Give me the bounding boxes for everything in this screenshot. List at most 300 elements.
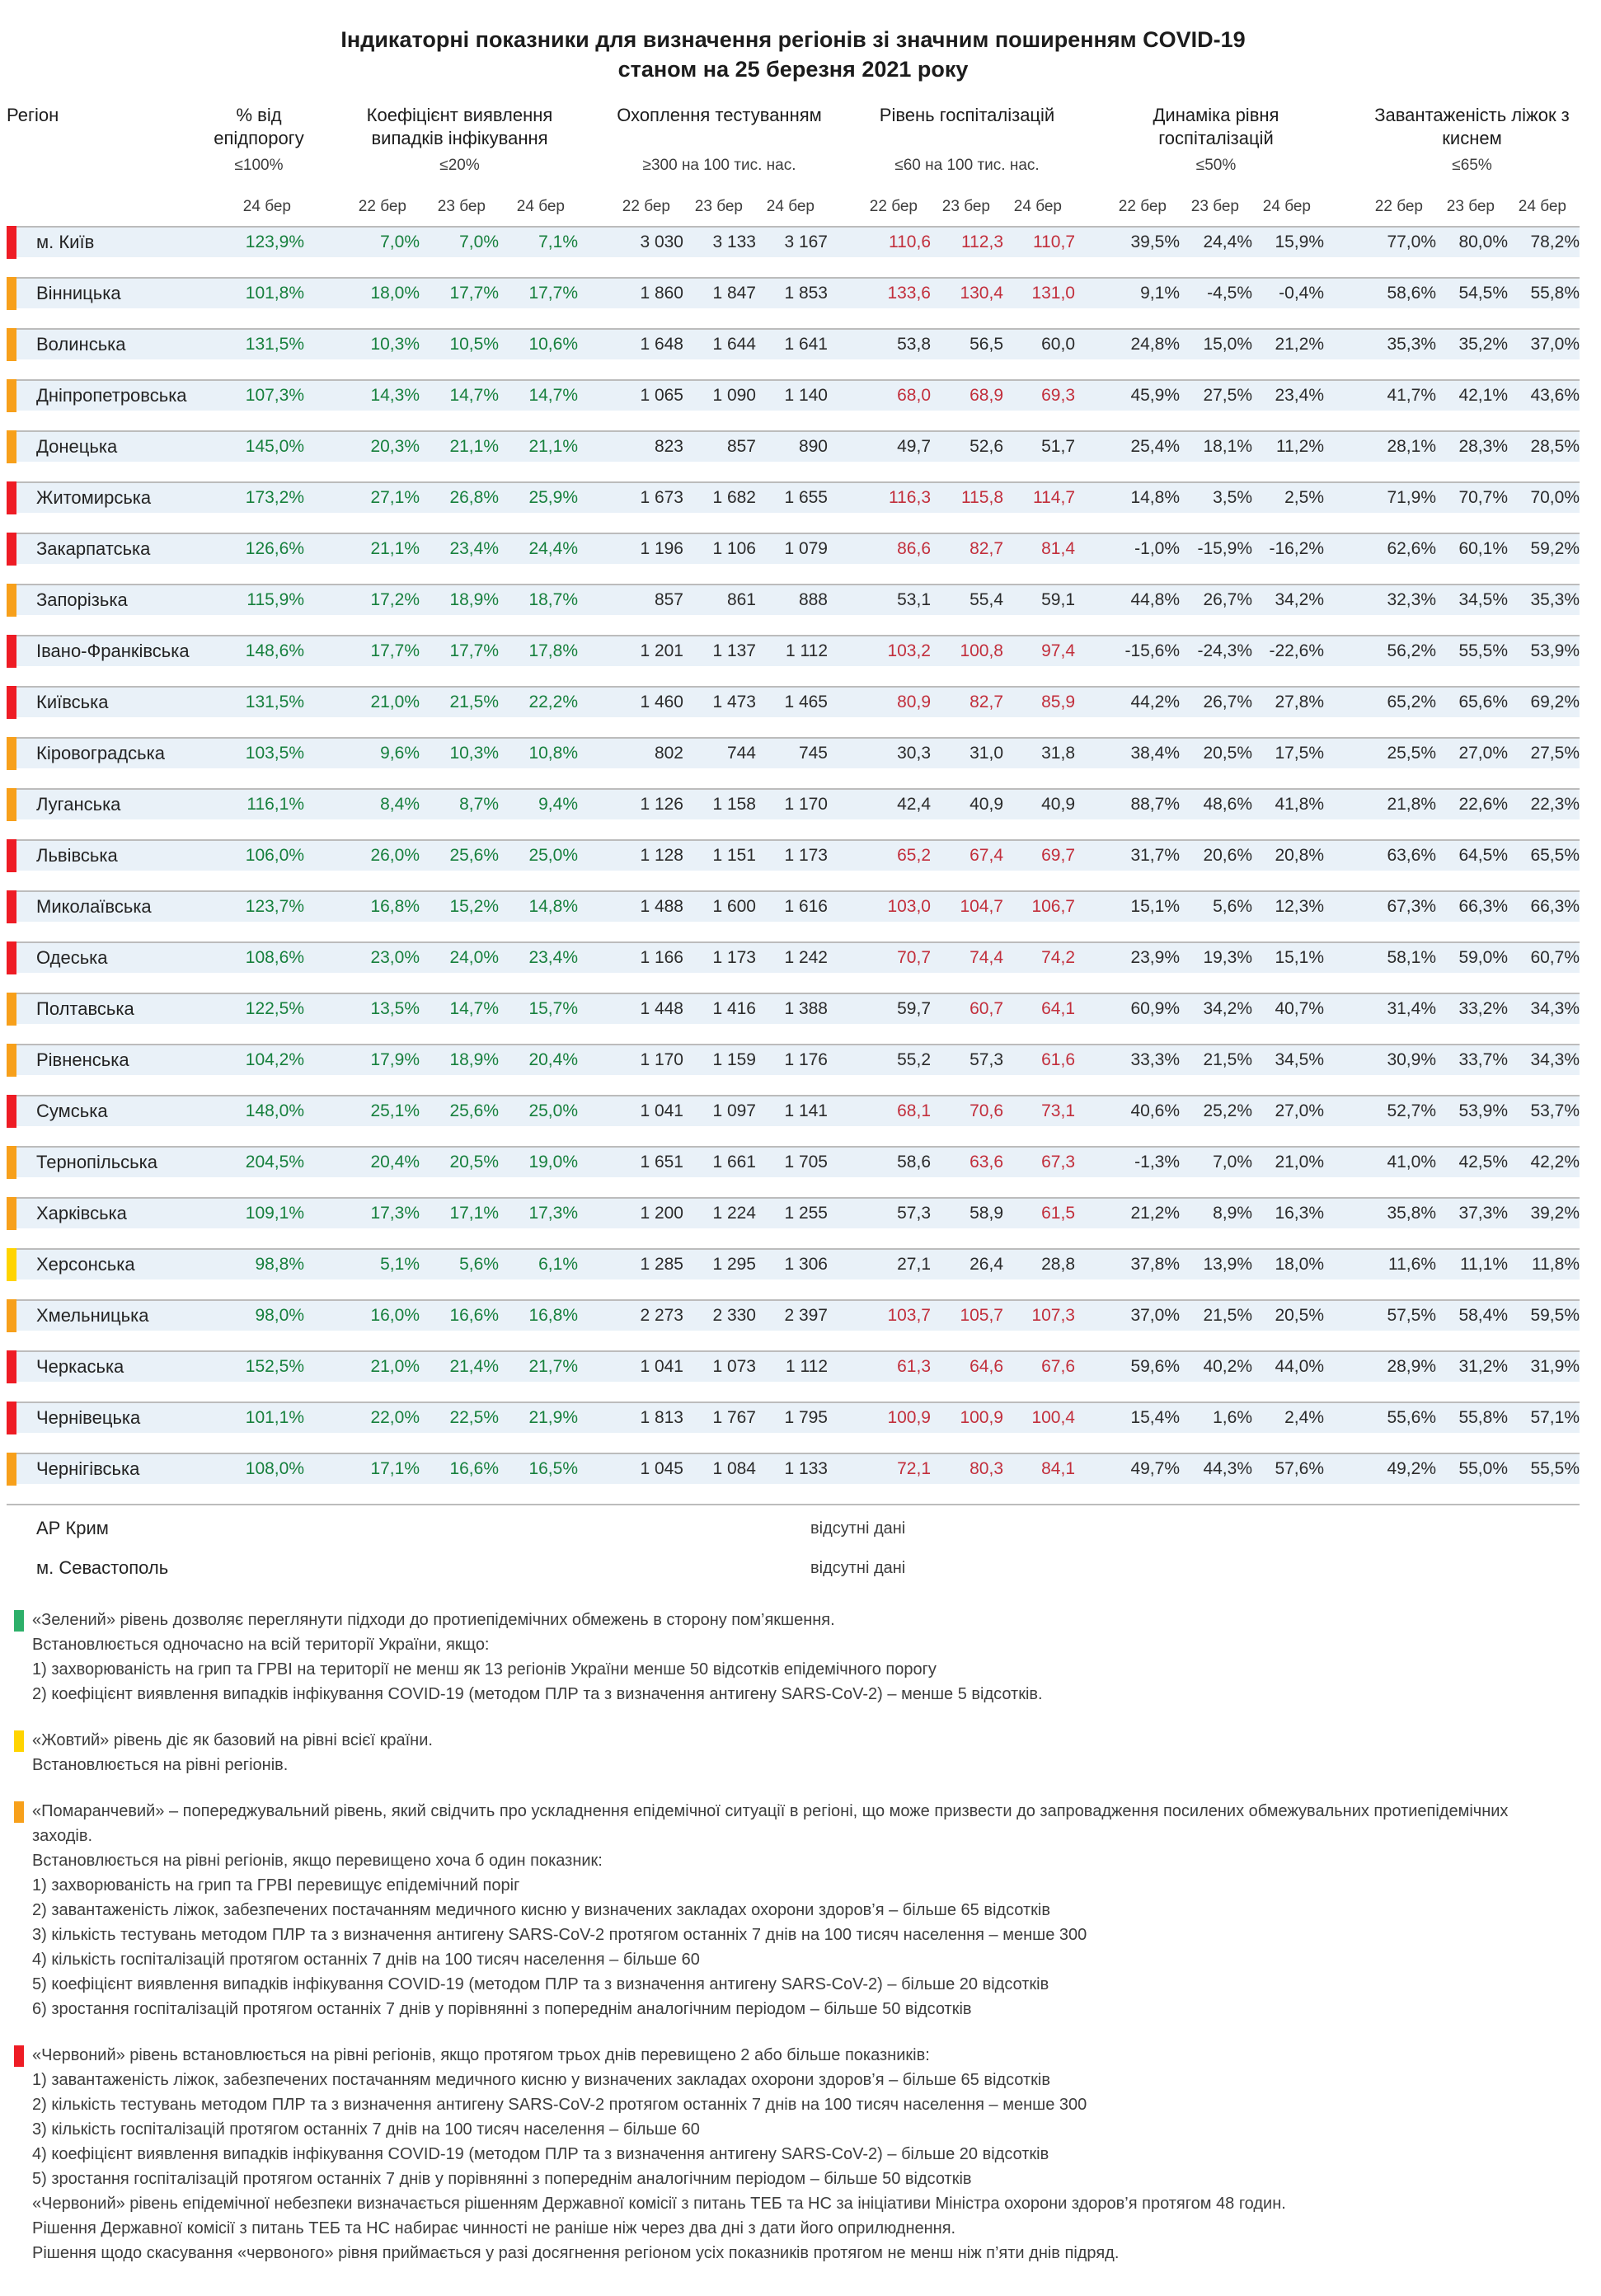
hospitalization-dynamics-cell: 60,9% xyxy=(1130,999,1180,1018)
hospitalization-level-cell: 58,9 xyxy=(970,1204,1003,1223)
oxygen-beds-cell: 77,0% xyxy=(1387,232,1436,251)
legend-line: 2) кількість тестувань методом ПЛР та з визначення антигену SARS-CoV-2 протягом останніх 7 днів на 100 тисяч населення – менше 300 xyxy=(32,2096,1087,2114)
testing-coverage-cell: 857 xyxy=(726,437,756,456)
threshold-beds: ≤65% xyxy=(1452,157,1492,174)
level-indicator-red xyxy=(7,635,16,668)
legend-line: 2) коефіцієнт виявлення випадків інфікування COVID-19 (методом ПЛР та з визначення антигену SARS-CoV-2) – менше 5 відсотків. xyxy=(32,1685,1043,1703)
testing-coverage-cell: 1 170 xyxy=(784,795,828,814)
hospitalization-level-cell: 61,5 xyxy=(1041,1204,1075,1223)
legend-text-red xyxy=(32,2043,1286,2265)
hospitalization-dynamics-cell: -1,3% xyxy=(1134,1153,1180,1171)
hospitalization-level-cell: 85,9 xyxy=(1041,693,1075,711)
oxygen-beds-cell: 33,2% xyxy=(1458,999,1508,1018)
hospitalization-dynamics-cell: 38,4% xyxy=(1130,744,1180,763)
hospitalization-level-cell: 49,7 xyxy=(897,437,931,456)
hospitalization-dynamics-cell: 26,7% xyxy=(1203,590,1252,609)
detection-coefficient-cell: 14,7% xyxy=(449,386,499,405)
oxygen-beds-cell: 55,8% xyxy=(1458,1408,1508,1427)
detection-coefficient-cell: 25,0% xyxy=(528,1101,578,1120)
oxygen-beds-cell: 28,9% xyxy=(1387,1357,1436,1376)
hospitalization-level-cell: 55,4 xyxy=(970,590,1003,609)
testing-coverage-cell: 1 140 xyxy=(784,386,828,405)
oxygen-beds-cell: 35,3% xyxy=(1387,335,1436,354)
detection-coefficient-cell: 9,6% xyxy=(380,744,420,763)
date-label: 22 бер xyxy=(1118,198,1167,215)
testing-coverage-cell: 3 167 xyxy=(784,232,828,251)
testing-coverage-cell: 1 201 xyxy=(640,641,683,660)
legend-line: «Жовтий» рівень діє як базовий на рівні всієї країни. xyxy=(32,1731,433,1749)
testing-coverage-cell: 1 673 xyxy=(640,488,683,507)
oxygen-beds-cell: 39,2% xyxy=(1530,1204,1580,1223)
detection-coefficient-cell: 10,3% xyxy=(370,335,420,354)
detection-coefficient-cell: 27,1% xyxy=(370,488,420,507)
epid-percent-cell: 109,1% xyxy=(245,1204,304,1223)
testing-coverage-cell: 1 176 xyxy=(784,1050,828,1069)
table-row xyxy=(7,890,1580,922)
table-row xyxy=(7,993,1580,1024)
oxygen-beds-cell: 34,5% xyxy=(1458,590,1508,609)
region-name: Одеська xyxy=(36,947,108,968)
testing-coverage-cell: 1 705 xyxy=(784,1153,828,1171)
epid-percent-cell: 204,5% xyxy=(245,1153,304,1171)
hospitalization-dynamics-cell: 23,4% xyxy=(1275,386,1324,405)
detection-coefficient-cell: 13,5% xyxy=(370,999,420,1018)
epid-percent-cell: 148,6% xyxy=(245,641,304,660)
hospitalization-dynamics-cell: 15,4% xyxy=(1130,1408,1180,1427)
testing-coverage-cell: 888 xyxy=(798,590,828,609)
region-name: Кіровоградська xyxy=(36,743,165,763)
table-row xyxy=(7,1044,1580,1075)
epid-percent-cell: 173,2% xyxy=(245,488,304,507)
table-row xyxy=(7,1453,1580,1484)
legend-line: Встановлюється на рівні регіонів. xyxy=(32,1756,289,1774)
epid-percent-cell: 98,0% xyxy=(255,1306,304,1325)
oxygen-beds-cell: 65,6% xyxy=(1458,693,1508,711)
column-header-hospitalization-dynamics: Динаміка рівня госпіталізацій xyxy=(1153,105,1279,148)
detection-coefficient-cell: 14,7% xyxy=(449,999,499,1018)
hospitalization-level-cell: 110,7 xyxy=(1033,232,1075,251)
oxygen-beds-cell: 55,6% xyxy=(1387,1408,1436,1427)
hospitalization-dynamics-cell: 9,1% xyxy=(1140,284,1180,303)
oxygen-beds-cell: 43,6% xyxy=(1530,386,1580,405)
page-title-line1: Індикаторні показники для визначення регіонів зі значним поширенням COVID-19 xyxy=(340,27,1246,52)
testing-coverage-cell: 1 853 xyxy=(784,284,828,303)
level-indicator-red xyxy=(7,686,16,719)
hospitalization-level-cell: 63,6 xyxy=(970,1153,1003,1171)
oxygen-beds-cell: 57,5% xyxy=(1387,1306,1436,1325)
oxygen-beds-cell: 42,2% xyxy=(1530,1153,1580,1171)
hospitalization-dynamics-cell: 41,8% xyxy=(1275,795,1324,814)
oxygen-beds-cell: 21,8% xyxy=(1387,795,1436,814)
detection-coefficient-cell: 17,3% xyxy=(528,1204,578,1223)
oxygen-beds-cell: 28,3% xyxy=(1458,437,1508,456)
detection-coefficient-cell: 17,3% xyxy=(370,1204,420,1223)
hospitalization-dynamics-cell: 20,8% xyxy=(1275,846,1324,865)
hospitalization-dynamics-cell: 34,2% xyxy=(1275,590,1324,609)
threshold-testing: ≥300 на 100 тис. нас. xyxy=(642,157,796,174)
hospitalization-dynamics-cell: 16,3% xyxy=(1275,1204,1324,1223)
epid-percent-cell: 123,7% xyxy=(245,897,304,916)
oxygen-beds-cell: 55,5% xyxy=(1458,641,1508,660)
hospitalization-level-cell: 60,7 xyxy=(970,999,1003,1018)
testing-coverage-cell: 1 141 xyxy=(784,1101,828,1120)
region-name: Хмельницька xyxy=(36,1305,149,1326)
date-label: 24 бер xyxy=(1262,198,1311,215)
testing-coverage-cell: 1 090 xyxy=(712,386,756,405)
detection-coefficient-cell: 22,5% xyxy=(449,1408,499,1427)
hospitalization-level-cell: 103,0 xyxy=(887,897,931,916)
level-indicator-red xyxy=(7,533,16,566)
oxygen-beds-cell: 11,8% xyxy=(1532,1255,1580,1274)
legend-red-square-icon xyxy=(14,2045,24,2067)
testing-coverage-cell: 1 097 xyxy=(712,1101,756,1120)
no-data-section xyxy=(7,1512,1580,1585)
testing-coverage-cell: 2 273 xyxy=(640,1306,683,1325)
hospitalization-dynamics-cell: 37,0% xyxy=(1130,1306,1180,1325)
testing-coverage-cell: 1 200 xyxy=(640,1204,683,1223)
table-row xyxy=(7,1248,1580,1279)
epid-percent-cell: 116,1% xyxy=(246,795,304,814)
hospitalization-level-cell: 82,7 xyxy=(970,539,1003,558)
legend-line: 1) захворюваність на грип та ГРВІ перевищує епідемічний поріг xyxy=(32,1876,520,1895)
testing-coverage-cell: 1 073 xyxy=(712,1357,756,1376)
hospitalization-dynamics-cell: 15,9% xyxy=(1275,232,1324,251)
detection-coefficient-cell: 16,0% xyxy=(370,1306,420,1325)
legend-line: 1) захворюваність на грип та ГРВІ на території не менш як 13 регіонів України менше 50 відсотків епідемічного порогу xyxy=(32,1660,937,1679)
legend-line: «Помаранчевий» – попереджувальний рівень, який свідчить про ускладнення епідемічної ситуації в регіоні, що може призвести до запровадження посилених обмежувальних протиепідемічних заходів. xyxy=(32,1802,1509,1845)
legend-line: 1) завантаженість ліжок, забезпечених постачанням медичного кисню у визначених закладах охорони здоров’я – більше 65 відсотків xyxy=(32,2071,1050,2089)
region-name: Полтавська xyxy=(36,998,134,1019)
table-row xyxy=(7,1095,1580,1126)
legend xyxy=(7,1608,1580,2265)
hospitalization-level-cell: 97,4 xyxy=(1041,641,1075,660)
detection-coefficient-cell: 20,3% xyxy=(370,437,420,456)
hospitalization-level-cell: 57,3 xyxy=(970,1050,1003,1069)
hospitalization-level-cell: 114,7 xyxy=(1033,488,1075,507)
testing-coverage-cell: 2 330 xyxy=(712,1306,756,1325)
detection-coefficient-cell: 21,7% xyxy=(528,1357,578,1376)
hospitalization-dynamics-cell: 19,3% xyxy=(1203,948,1252,967)
oxygen-beds-cell: 78,2% xyxy=(1530,232,1580,251)
oxygen-beds-cell: 30,9% xyxy=(1387,1050,1436,1069)
legend-line: 3) кількість тестувань методом ПЛР та з визначення антигену SARS-CoV-2 протягом останніх 7 днів на 100 тисяч населення – менше 300 xyxy=(32,1926,1087,1944)
region-name: Київська xyxy=(36,692,109,712)
detection-coefficient-cell: 14,7% xyxy=(528,386,578,405)
hospitalization-level-cell: 104,7 xyxy=(960,897,1003,916)
testing-coverage-cell: 1 306 xyxy=(784,1255,828,1274)
table-row xyxy=(7,1197,1580,1228)
hospitalization-level-cell: 112,3 xyxy=(961,232,1003,251)
detection-coefficient-cell: 10,3% xyxy=(449,744,499,763)
testing-coverage-cell: 2 397 xyxy=(784,1306,828,1325)
oxygen-beds-cell: 11,6% xyxy=(1388,1255,1436,1274)
table-row xyxy=(7,1146,1580,1177)
hospitalization-level-cell: 27,1 xyxy=(897,1255,931,1274)
oxygen-beds-cell: 42,1% xyxy=(1458,386,1508,405)
hospitalization-dynamics-cell: 21,5% xyxy=(1203,1050,1252,1069)
level-indicator-red xyxy=(7,890,16,923)
region-name: Дніпропетровська xyxy=(36,385,187,406)
detection-coefficient-cell: 23,4% xyxy=(449,539,499,558)
detection-coefficient-cell: 16,5% xyxy=(528,1459,578,1478)
date-label: 23 бер xyxy=(694,198,743,215)
date-label: 22 бер xyxy=(1374,198,1423,215)
hospitalization-level-cell: 74,2 xyxy=(1041,948,1075,967)
hospitalization-dynamics-cell: 20,5% xyxy=(1275,1306,1324,1325)
date-label: 23 бер xyxy=(941,198,990,215)
table-row xyxy=(7,328,1580,359)
hospitalization-dynamics-cell: 1,6% xyxy=(1213,1408,1252,1427)
detection-coefficient-cell: 16,6% xyxy=(449,1459,499,1478)
epid-percent-cell: 145,0% xyxy=(245,437,304,456)
oxygen-beds-cell: 49,2% xyxy=(1387,1459,1436,1478)
table-row xyxy=(7,226,1580,257)
testing-coverage-cell: 1 242 xyxy=(784,948,828,967)
hospitalization-level-cell: 28,8 xyxy=(1041,1255,1075,1274)
legend-line: 5) зростання госпіталізацій протягом останніх 7 днів у порівнянні з попереднім аналогічним періодом – більше 50 відсотків xyxy=(32,2170,972,2188)
legend-line: 5) коефіцієнт виявлення випадків інфікування COVID-19 (методом ПЛР та з визначення антигену SARS-CoV-2) – більше 20 відсотків xyxy=(32,1975,1049,1993)
legend-group-yellow xyxy=(7,1728,1580,1777)
date-label: 24 бер xyxy=(242,198,291,215)
testing-coverage-cell: 1 041 xyxy=(640,1357,683,1376)
region-name: Запорізька xyxy=(36,589,128,610)
detection-coefficient-cell: 9,4% xyxy=(538,795,578,814)
oxygen-beds-cell: 60,1% xyxy=(1458,539,1508,558)
epid-percent-cell: 152,5% xyxy=(245,1357,304,1376)
table-row xyxy=(7,788,1580,819)
epid-percent-cell: 104,2% xyxy=(245,1050,304,1069)
hospitalization-dynamics-cell: 39,5% xyxy=(1130,232,1180,251)
testing-coverage-cell: 1 112 xyxy=(786,641,828,660)
hospitalization-level-cell: 130,4 xyxy=(960,284,1003,303)
oxygen-beds-cell: 34,3% xyxy=(1530,999,1580,1018)
testing-coverage-cell: 861 xyxy=(726,590,756,609)
detection-coefficient-cell: 21,0% xyxy=(370,693,420,711)
hospitalization-dynamics-cell: 12,3% xyxy=(1275,897,1324,916)
testing-coverage-cell: 1 767 xyxy=(712,1408,756,1427)
region-name: Волинська xyxy=(36,334,126,354)
hospitalization-level-cell: 100,8 xyxy=(960,641,1003,660)
oxygen-beds-cell: 35,3% xyxy=(1530,590,1580,609)
hospitalization-level-cell: 131,0 xyxy=(1031,284,1075,303)
hospitalization-level-cell: 74,4 xyxy=(970,948,1003,967)
legend-text-green xyxy=(32,1608,1043,1707)
date-label: 22 бер xyxy=(869,198,918,215)
detection-coefficient-cell: 5,6% xyxy=(459,1255,499,1274)
detection-coefficient-cell: 17,7% xyxy=(449,641,499,660)
detection-coefficient-cell: 25,1% xyxy=(370,1101,420,1120)
testing-coverage-cell: 1 682 xyxy=(712,488,756,507)
legend-line: «Червоний» рівень встановлюється на рівні регіонів, якщо протягом трьох днів перевищено 2 або більше показників: xyxy=(32,2046,930,2064)
hospitalization-level-cell: 70,7 xyxy=(897,948,931,967)
hospitalization-level-cell: 31,0 xyxy=(970,744,1003,763)
date-label: 24 бер xyxy=(1518,198,1566,215)
hospitalization-level-cell: 100,9 xyxy=(887,1408,931,1427)
legend-group-green xyxy=(7,1608,1580,1707)
legend-yellow-square-icon xyxy=(14,1730,24,1752)
hospitalization-dynamics-cell: 3,5% xyxy=(1213,488,1252,507)
detection-coefficient-cell: 18,9% xyxy=(449,590,499,609)
detection-coefficient-cell: 7,1% xyxy=(538,232,578,251)
hospitalization-dynamics-cell: 21,5% xyxy=(1203,1306,1252,1325)
level-indicator-orange xyxy=(7,737,16,770)
page-title-line2: станом на 25 березня 2021 року xyxy=(617,57,969,82)
testing-coverage-cell: 1 079 xyxy=(784,539,828,558)
hospitalization-level-cell: 69,7 xyxy=(1041,846,1075,865)
hospitalization-dynamics-cell: 24,4% xyxy=(1203,232,1252,251)
table-header-thresholds xyxy=(7,157,1580,175)
testing-coverage-cell: 1 158 xyxy=(712,795,756,814)
oxygen-beds-cell: 66,3% xyxy=(1458,897,1508,916)
legend-group-red xyxy=(7,2043,1580,2265)
hospitalization-dynamics-cell: 25,4% xyxy=(1130,437,1180,456)
testing-coverage-cell: 1 661 xyxy=(712,1153,756,1171)
detection-coefficient-cell: 10,8% xyxy=(528,744,578,763)
level-indicator-orange xyxy=(7,788,16,821)
epid-percent-cell: 101,8% xyxy=(245,284,304,303)
page-title xyxy=(7,0,1580,84)
detection-coefficient-cell: 19,0% xyxy=(528,1153,578,1171)
hospitalization-dynamics-cell: 44,2% xyxy=(1130,693,1180,711)
hospitalization-level-cell: 103,7 xyxy=(887,1306,931,1325)
legend-line: 3) кількість госпіталізацій протягом останніх 7 днів на 100 тисяч населення – більше 60 xyxy=(32,2120,700,2139)
threshold-epid: ≤100% xyxy=(234,157,284,174)
detection-coefficient-cell: 16,6% xyxy=(449,1306,499,1325)
oxygen-beds-cell: 53,9% xyxy=(1458,1101,1508,1120)
oxygen-beds-cell: 53,7% xyxy=(1530,1101,1580,1120)
epid-percent-cell: 101,1% xyxy=(245,1408,304,1427)
testing-coverage-cell: 1 133 xyxy=(784,1459,828,1478)
detection-coefficient-cell: 21,1% xyxy=(370,539,420,558)
testing-coverage-cell: 1 151 xyxy=(712,846,756,865)
hospitalization-dynamics-cell: -4,5% xyxy=(1207,284,1252,303)
hospitalization-dynamics-cell: 44,3% xyxy=(1203,1459,1252,1478)
detection-coefficient-cell: 17,7% xyxy=(528,284,578,303)
oxygen-beds-cell: 56,2% xyxy=(1387,641,1436,660)
level-indicator-orange xyxy=(7,1197,16,1230)
detection-coefficient-cell: 14,3% xyxy=(370,386,420,405)
no-data-row xyxy=(7,1512,1580,1545)
detection-coefficient-cell: 20,4% xyxy=(370,1153,420,1171)
hospitalization-level-cell: 110,6 xyxy=(889,232,931,251)
level-indicator-red xyxy=(7,481,16,514)
date-label: 22 бер xyxy=(622,198,670,215)
testing-coverage-cell: 1 388 xyxy=(784,999,828,1018)
hospitalization-dynamics-cell: 17,5% xyxy=(1275,744,1324,763)
epid-percent-cell: 107,3% xyxy=(245,386,304,405)
hospitalization-level-cell: 59,7 xyxy=(897,999,931,1018)
testing-coverage-cell: 1 041 xyxy=(640,1101,683,1120)
hospitalization-dynamics-cell: 31,7% xyxy=(1130,846,1180,865)
oxygen-beds-cell: 41,7% xyxy=(1387,386,1436,405)
hospitalization-dynamics-cell: 45,9% xyxy=(1130,386,1180,405)
hospitalization-dynamics-cell: 25,2% xyxy=(1203,1101,1252,1120)
detection-coefficient-cell: 7,0% xyxy=(459,232,499,251)
epid-percent-cell: 131,5% xyxy=(245,335,304,354)
table-row xyxy=(7,584,1580,615)
table-row xyxy=(7,533,1580,564)
detection-coefficient-cell: 10,5% xyxy=(449,335,499,354)
testing-coverage-cell: 1 860 xyxy=(640,284,683,303)
detection-coefficient-cell: 25,0% xyxy=(528,846,578,865)
hospitalization-level-cell: 56,5 xyxy=(970,335,1003,354)
table-header-dates xyxy=(7,198,1580,216)
level-indicator-orange xyxy=(7,430,16,463)
oxygen-beds-cell: 28,5% xyxy=(1530,437,1580,456)
testing-coverage-cell: 1 166 xyxy=(640,948,683,967)
hospitalization-dynamics-cell: 40,6% xyxy=(1130,1101,1180,1120)
detection-coefficient-cell: 22,0% xyxy=(370,1408,420,1427)
testing-coverage-cell: 1 460 xyxy=(640,693,683,711)
detection-coefficient-cell: 21,0% xyxy=(370,1357,420,1376)
threshold-hospitalization: ≤60 на 100 тис. нас. xyxy=(894,157,1040,174)
oxygen-beds-cell: 59,0% xyxy=(1458,948,1508,967)
detection-coefficient-cell: 18,0% xyxy=(370,284,420,303)
hospitalization-dynamics-cell: 34,2% xyxy=(1203,999,1252,1018)
region-name: Черкаська xyxy=(36,1356,124,1377)
oxygen-beds-cell: 25,5% xyxy=(1387,744,1436,763)
testing-coverage-cell: 1 795 xyxy=(784,1408,828,1427)
hospitalization-dynamics-cell: 8,9% xyxy=(1213,1204,1252,1223)
testing-coverage-cell: 745 xyxy=(798,744,828,763)
epid-percent-cell: 98,8% xyxy=(255,1255,304,1274)
hospitalization-level-cell: 60,0 xyxy=(1041,335,1075,354)
epid-percent-cell: 126,6% xyxy=(245,539,304,558)
no-data-note: відсутні дані xyxy=(810,1559,906,1577)
legend-group-orange xyxy=(7,1799,1580,2021)
testing-coverage-cell: 1 126 xyxy=(640,795,683,814)
detection-coefficient-cell: 26,0% xyxy=(370,846,420,865)
testing-coverage-cell: 1 847 xyxy=(712,284,756,303)
oxygen-beds-cell: 64,5% xyxy=(1458,846,1508,865)
oxygen-beds-cell: 31,4% xyxy=(1387,999,1436,1018)
hospitalization-dynamics-cell: 33,3% xyxy=(1130,1050,1180,1069)
hospitalization-dynamics-cell: 15,0% xyxy=(1203,335,1252,354)
legend-line: Встановлюється одночасно на всій території України, якщо: xyxy=(32,1636,490,1654)
testing-coverage-cell: 1 112 xyxy=(786,1357,828,1376)
hospitalization-level-cell: 67,4 xyxy=(970,846,1003,865)
hospitalization-level-cell: 82,7 xyxy=(970,693,1003,711)
detection-coefficient-cell: 17,7% xyxy=(370,641,420,660)
hospitalization-level-cell: 73,1 xyxy=(1041,1101,1075,1120)
hospitalization-dynamics-cell: 7,0% xyxy=(1213,1153,1252,1171)
hospitalization-dynamics-cell: 20,6% xyxy=(1203,846,1252,865)
detection-coefficient-cell: 15,7% xyxy=(528,999,578,1018)
threshold-dynamics: ≤50% xyxy=(1195,157,1237,174)
oxygen-beds-cell: 59,2% xyxy=(1530,539,1580,558)
level-indicator-yellow xyxy=(7,1248,16,1281)
table-row xyxy=(7,635,1580,666)
hospitalization-dynamics-cell: 15,1% xyxy=(1275,948,1324,967)
column-header-epid-threshold-pct: % від епідпорогу xyxy=(214,105,304,148)
hospitalization-dynamics-cell: 44,8% xyxy=(1130,590,1180,609)
oxygen-beds-cell: 55,8% xyxy=(1530,284,1580,303)
detection-coefficient-cell: 16,8% xyxy=(528,1306,578,1325)
testing-coverage-cell: 3 133 xyxy=(712,232,756,251)
oxygen-beds-cell: 11,1% xyxy=(1460,1255,1508,1274)
hospitalization-level-cell: 70,6 xyxy=(970,1101,1003,1120)
region-name: Чернігівська xyxy=(36,1458,140,1479)
oxygen-beds-cell: 32,3% xyxy=(1387,590,1436,609)
hospitalization-dynamics-cell: -1,0% xyxy=(1134,539,1180,558)
hospitalization-dynamics-cell: 11,2% xyxy=(1276,437,1324,456)
hospitalization-dynamics-cell: 2,5% xyxy=(1284,488,1324,507)
table-row xyxy=(7,481,1580,513)
region-name: Львівська xyxy=(36,845,118,866)
detection-coefficient-cell: 21,1% xyxy=(449,437,499,456)
testing-coverage-cell: 1 065 xyxy=(640,386,683,405)
epid-percent-cell: 115,9% xyxy=(246,590,304,609)
